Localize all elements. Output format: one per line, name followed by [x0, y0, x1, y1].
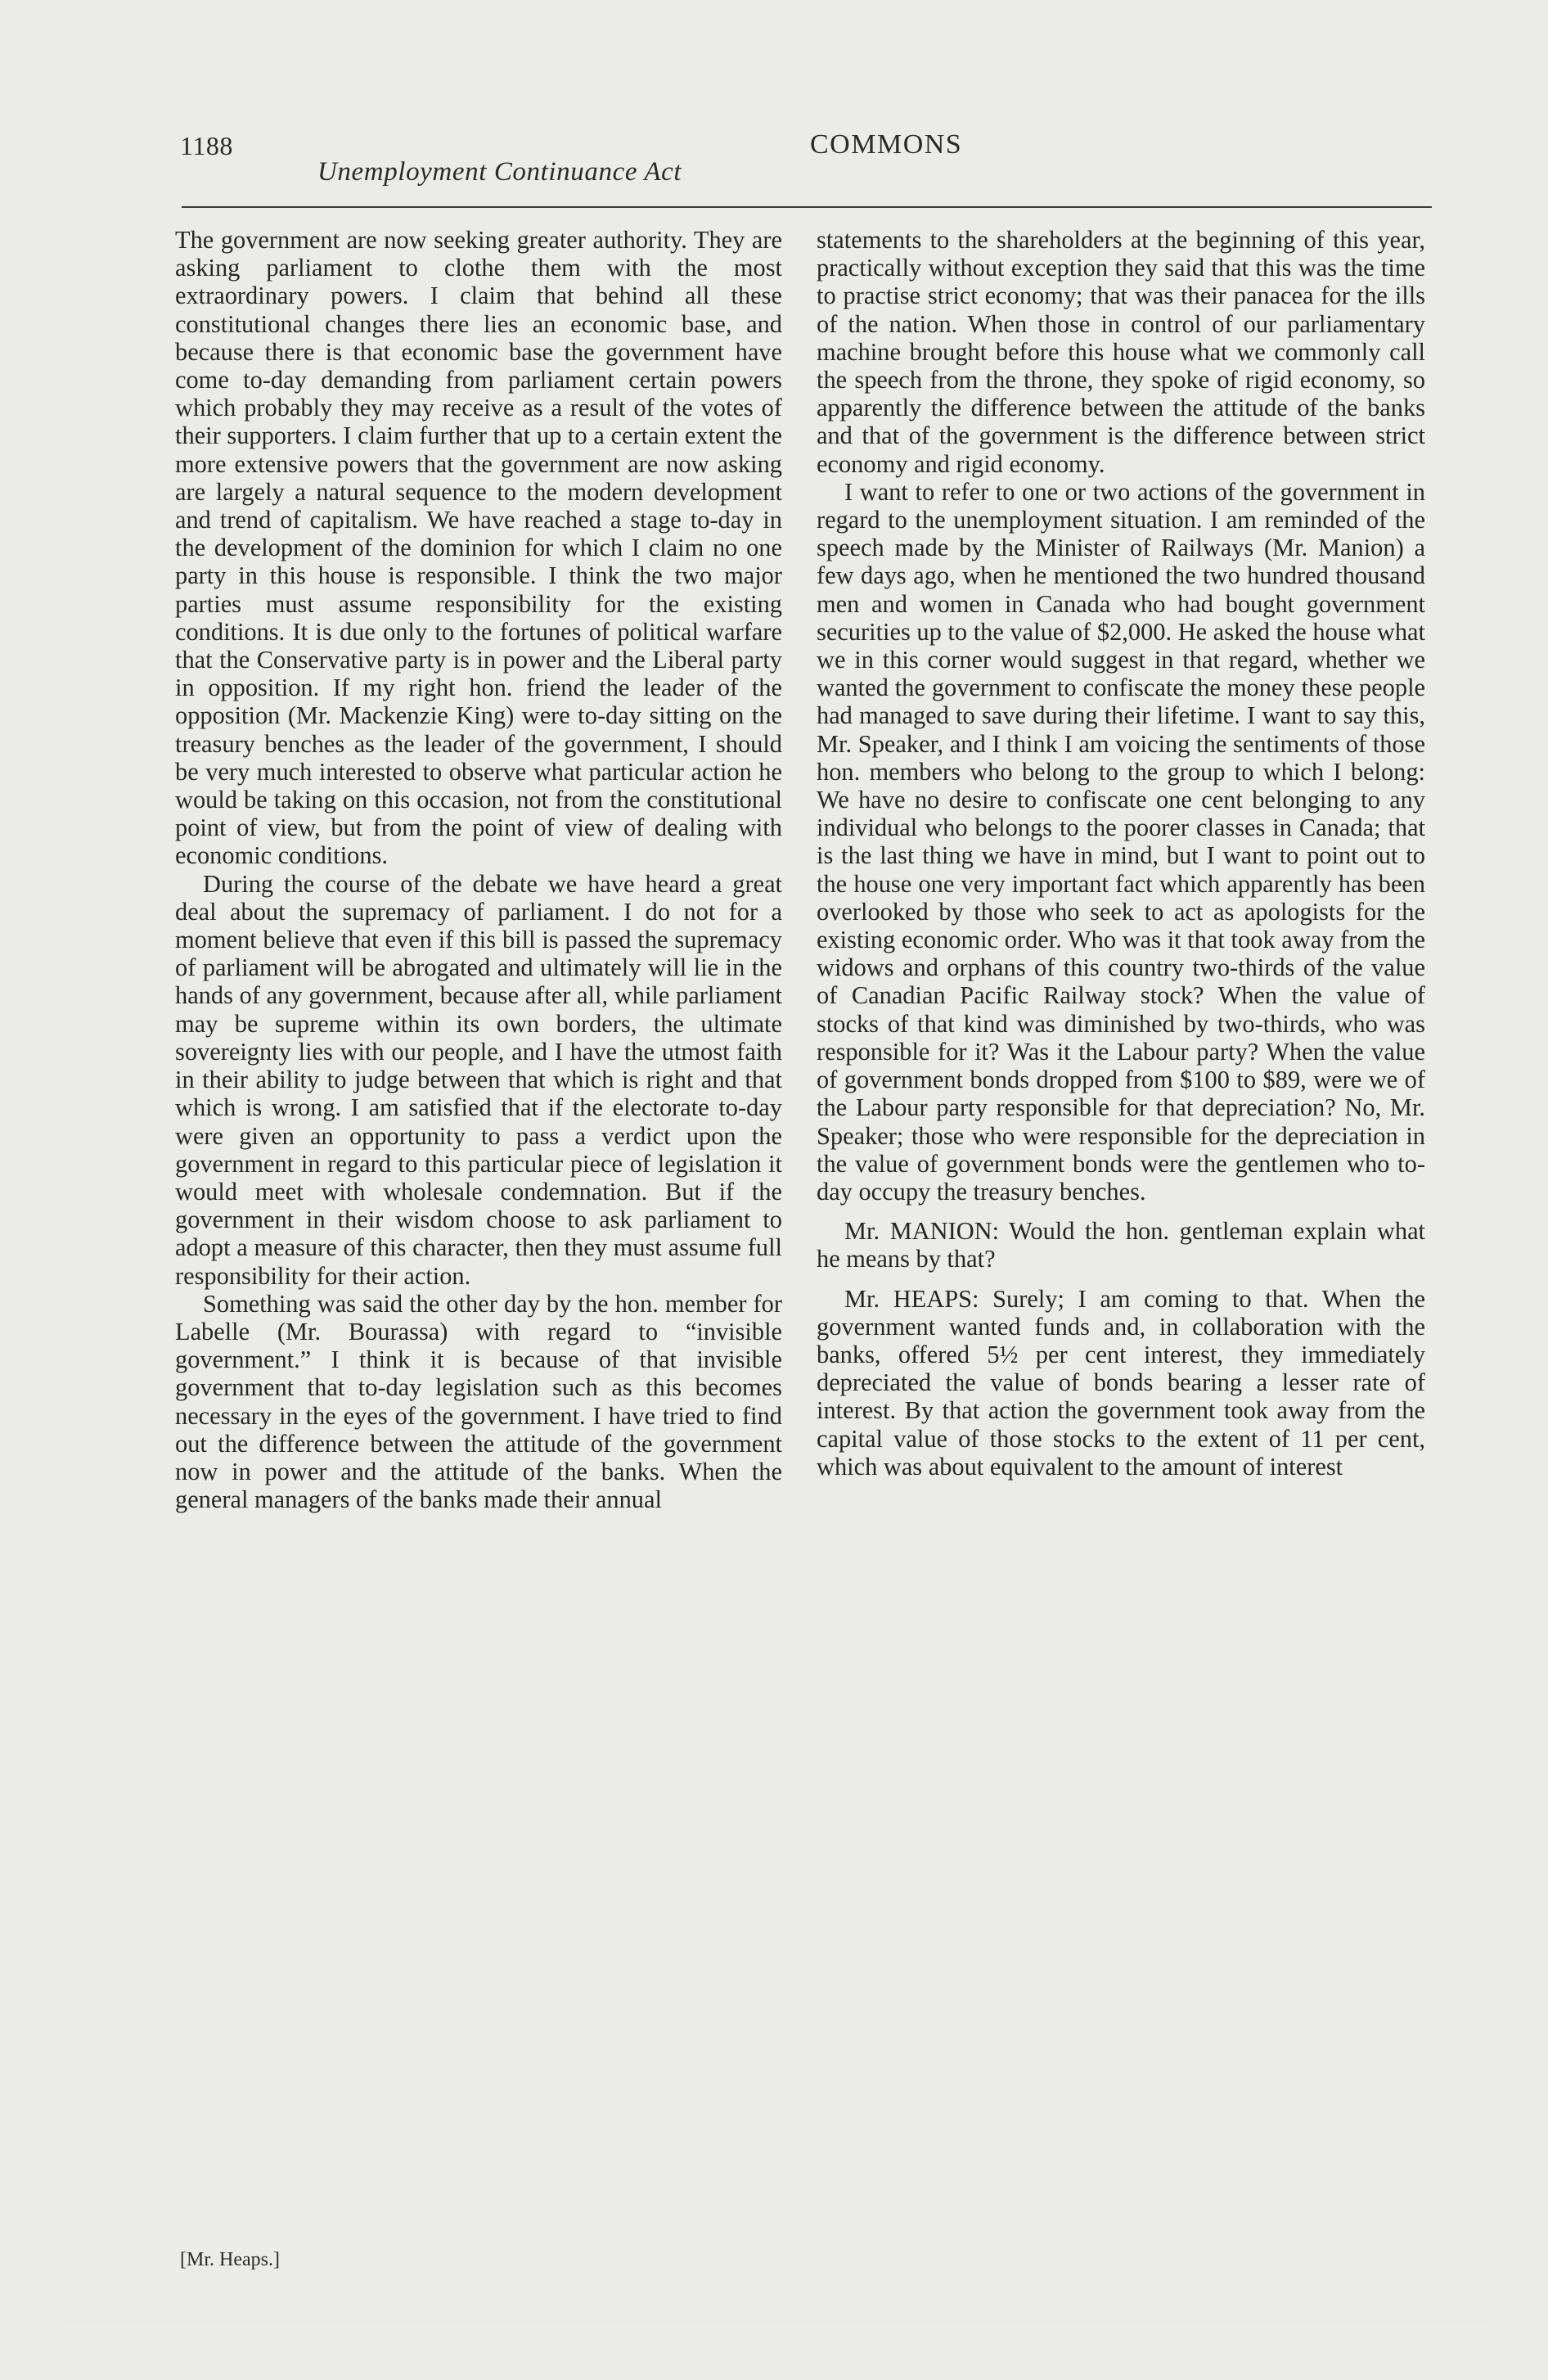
- right-paragraph-3: Mr. MANION: Would the hon. gentleman explain what he means by that?: [817, 1217, 1425, 1273]
- running-header: [115, 64, 1429, 187]
- left-paragraph-2: During the course of the debate we have heard a great deal about the supremacy of parliament. I do not for a moment believe that even if this bill is passed the supremacy of parliament will be abrogated and ultimately will lie in the hands of any government, because after all, while parliament may be supreme within its own borders, the ultimate sovereignty lies with our people, and I have the utmost faith in their ability to judge between that which is right and that which is wrong. I am satisfied that if the electorate to-day were given an opportunity to pass a verdict upon the government in regard to this particular piece of legislation it would meet with wholesale condemnation. But if the government in their wisdom choose to ask parliament to adopt a measure of this character, then they must assume full responsibility for their action.: [175, 869, 782, 1290]
- header-rule: [182, 206, 1432, 208]
- header-subtitle: Unemployment Continuance Act: [317, 157, 682, 187]
- left-paragraph-3: Something was said the other day by the hon. member for Labelle (Mr. Bourassa) with regard to “invisible government.” I think it is because of that invisible government that to-day legislation such as this becomes necessary in the eyes of the government. I have tried to find out the difference between the attitude of the government now in power and the attitude of the banks. When the general managers of the banks made their annual: [175, 1289, 782, 1514]
- right-paragraph-2: I want to refer to one or two actions of the government in regard to the unemployment situation. I am reminded of the speech made by the Minister of Railways (Mr. Manion) a few days ago, when he mentioned the two hundred thousand men and women in Canada who had bought government securities up to the value of $2,000. He asked the house what we in this corner would suggest in that regard, whether we wanted the government to confiscate the money these people had managed to save during their lifetime. I want to say this, Mr. Speaker, and I think I am voicing the sentiments of those hon. members who belong to the group to which I belong: We have no desire to confiscate one cent belonging to any individual who belongs to the poorer classes in Canada; that is the last thing we have in mind, but I want to point out to the house one very important fact which apparently has been overlooked by those who seek to act as apologists for the existing economic order. Who was it that took away from the widows and orphans of this country two-thirds of the value of Canadian Pacific Railway stock? When the value of stocks of that kind was diminished by two-thirds, who was responsible for it? Was it the Labour party? When the value of government bonds dropped from $100 to $89, were we of the Labour party responsible for that depreciation? No, Mr. Speaker; those who were responsible for the depreciation in the value of government bonds were the gentlemen who to-day occupy the treasury benches.: [817, 477, 1425, 1206]
- page-number: 1188: [180, 131, 233, 160]
- speaker-footnote: [Mr. Heaps.]: [180, 2249, 280, 2270]
- left-column: [175, 226, 782, 1513]
- right-paragraph-1: statements to the shareholders at the beginning of this year, practically without exception they said that this was the time to practise strict economy; that was their panacea for the ills of the nation. When those in control of our parliamentary machine brought before this house what we commonly call the speech from the throne, they spoke of rigid economy, so apparently the difference between the attitude of the banks and that of the government is the difference between strict economy and rigid economy.: [817, 226, 1425, 478]
- right-paragraph-4: Mr. HEAPS: Surely; I am coming to that. When the government wanted funds and, in collaboration with the banks, offered 5½ per cent interest, they immediately depreciated the value of bonds bearing a lesser rate of interest. By that action the government took away from the capital value of those stocks to the extent of 11 per cent, which was about equivalent to the amount of interest: [817, 1284, 1425, 1481]
- header-title: COMMONS: [810, 129, 963, 160]
- left-paragraph-1: The government are now seeking greater authority. They are asking parliament to clothe them with the most extraordinary powers. I claim that behind all these constitutional changes there lies an economic base, and because there is that economic base the government have come to-day demanding from parliament certain powers which probably they may receive as a result of the votes of their supporters. I claim further that up to a certain extent the more extensive powers that the government are now asking are largely a natural sequence to the modern development and trend of capitalism. We have reached a stage to-day in the development of the dominion for which I claim no one party in this house is responsible. I think the two major parties must assume responsibility for the existing conditions. It is due only to the fortunes of political warfare that the Conservative party is in power and the Liberal party in opposition. If my right hon. friend the leader of the opposition (Mr. Mackenzie King) were to-day sitting on the treasury benches as the leader of the government, I should be very much interested to observe what particular action he would be taking on this occasion, not from the constitutional point of view, but from the point of view of dealing with economic conditions.: [175, 226, 782, 870]
- right-column: [817, 226, 1425, 1481]
